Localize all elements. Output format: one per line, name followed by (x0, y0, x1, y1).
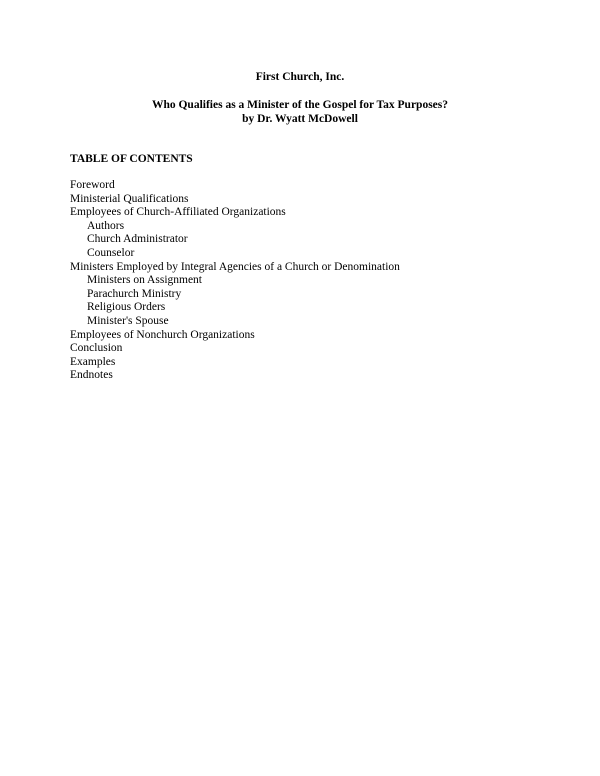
toc-item: Employees of Nonchurch Organizations (70, 328, 255, 341)
toc-item: Examples (70, 355, 116, 368)
toc-item: Endnotes (70, 369, 113, 382)
document-title: Who Qualifies as a Minister of the Gospel for Tax Purposes? (151, 99, 449, 111)
toc-item: Ministerial Qualifications (70, 192, 189, 205)
toc-subitem: Counselor (87, 246, 135, 259)
toc-subitem: Ministers on Assignment (87, 274, 203, 287)
toc-subitem: Authors (87, 219, 125, 232)
toc-subitem: Minister's Spouse (87, 314, 169, 327)
toc-item: Conclusion (70, 342, 123, 355)
toc-subitem: Parachurch Ministry (87, 287, 182, 300)
organization-name: First Church, Inc. (255, 71, 345, 83)
toc-subitem: Church Administrator (87, 233, 188, 246)
toc-item: Ministers Employed by Integral Agencies of a Church or Denomination (70, 260, 400, 273)
toc-item: Foreword (70, 179, 115, 191)
toc-list (70, 179, 400, 383)
toc-item: Employees of Church-Affiliated Organizations (70, 206, 286, 219)
document-author: by Dr. Wyatt McDowell (242, 113, 358, 125)
toc-subitem: Religious Orders (87, 301, 166, 314)
toc-heading: TABLE OF CONTENTS (70, 153, 193, 165)
